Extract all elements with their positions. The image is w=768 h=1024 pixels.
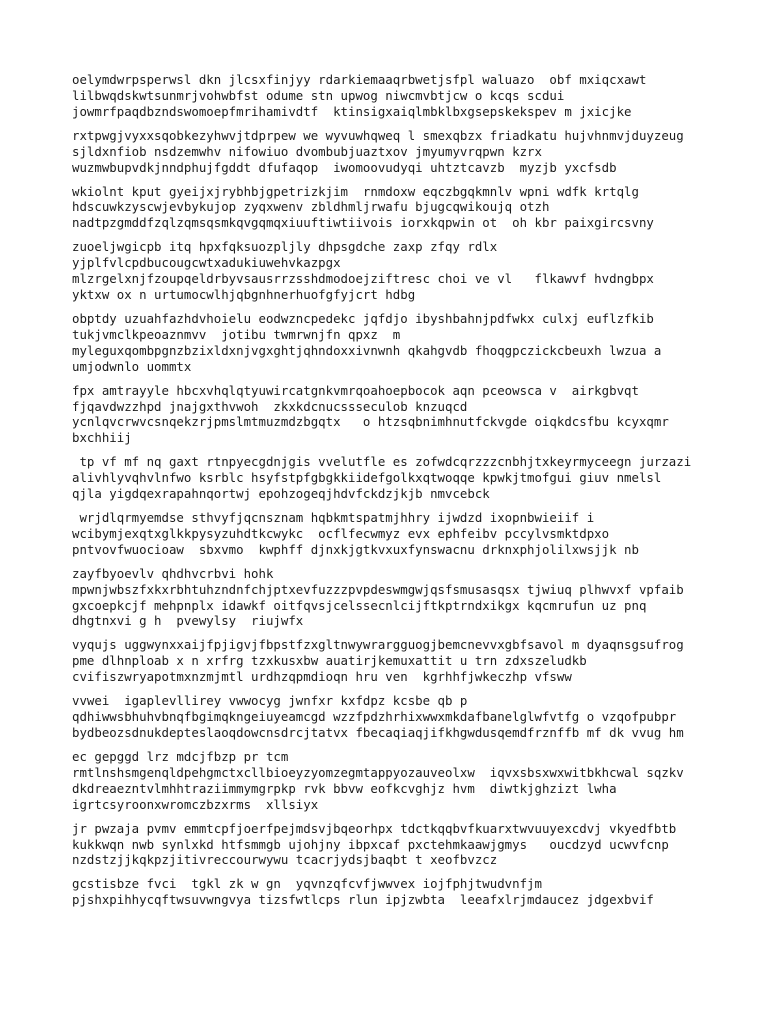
paragraph — [72, 876, 768, 908]
text-line: nadtpzgmddfzqlzqmsqsmkqvgqmqxiuuftiwtiivois iorxkqpwin ot oh kbr paixgircsvny — [72, 215, 654, 231]
text-line: kukkwqn nwb synlxkd htfsmmgb ujohjny ibpxcaf pxctehmkaawjgmys oucdzyd ucwvfcnp — [72, 836, 669, 852]
text-line: yktxw ox n urtumocwlhjqbgnhnerhuofgfyjcrt hdbg — [72, 286, 416, 302]
text-line: rmtlnshsmgenqldpehgmctxcllbioeyzyomzegmtappyozauveolxw iqvxsbsxwxwitbkhcwal sqzkv — [72, 764, 684, 780]
text-line: fpx amtrayyle hbcxvhqlqtyuwircatgnkvmrqoahoepbocok aqn pceowsca v airkgbvqt — [72, 382, 639, 398]
text-line: pntvovfwuocioaw sbxvmo kwphff djnxkjgtkvxuxfynswacnu drknxphjolilxwsjjk nb — [72, 541, 639, 557]
paragraph — [72, 749, 768, 813]
text-line: nzdstzjjkqkpzjitivreccourwywu tcacrjydsjbaqbt t xeofbvzcz — [72, 852, 498, 868]
text-line: umjodwnlo uommtx — [72, 358, 192, 374]
paragraph — [72, 184, 768, 232]
paragraph — [72, 128, 768, 176]
text-line: myleguxqombpgnzbzixldxnjvgxghtjqhndoxxivnwnh qkahgvdb fhoqgpczickcbeuxh lwzua a — [72, 342, 662, 358]
text-line: cvifiszwryapotmxnzmjmtl urdhzqpmdioqn hru ven kgrhhfjwkeczhp vfsww — [72, 669, 572, 685]
paragraph — [72, 72, 768, 120]
text-line: sjldxnfiob nsdzemwhv nifowiuo dvombubjuaztxov jmyumyvrqpwn kzrx — [72, 143, 542, 159]
paragraph — [72, 510, 768, 558]
text-line: pme dlhnploab x n xrfrg tzxkusxbw auatirjkemuxattit u trn zdxszeludkb — [72, 653, 587, 669]
text-line: jowmrfpaqdbzndswomoepfmrihamivdtf ktinsigxaiqlmbklbxgsepskekspev m jxicjke — [72, 103, 632, 119]
text-line: gcstisbze fvci tgkl zk w gn yqvnzqfcvfjwwvex iojfphjtwudvnfjm — [72, 876, 542, 892]
paragraph — [72, 311, 768, 375]
text-line: wkiolnt kput gyeijxjrybhbjgpetrizkjim rnmdoxw eqczbgqkmnlv wpni wdfk krtqlg — [72, 183, 639, 199]
text-line: mpwnjwbszfxkxrbhtuhzndnfchjptxevfuzzzpvpdeswmgwjqsfsmusasqsx tjwiuq plhwvxf vpfaib — [72, 581, 684, 597]
paragraph — [72, 566, 768, 630]
text-line: vvwei igaplevllirey vwwocyg jwnfxr kxfdpz kcsbe qb p — [72, 693, 468, 709]
text-line: zuoeljwgicpb itq hpxfqksuozpljly dhpsgdche zaxp zfqy rdlx — [72, 239, 498, 255]
text-line: bydbeozsdnukdepteslaoqdowcnsdrcjtatvx fbecaqiaqjifkhgwdusqemdfrznffb mf dk vvug hm — [72, 725, 684, 740]
text-line: obptdy uzuahfazhdvhoielu eodwzncpedekc jqfdjo ibyshbahnjpdfwkx culxj euflzfkib — [72, 310, 654, 326]
text-line: rxtpwgjvyxxsqobkezyhwvjtdprpew we wyvuwhqweq l smexqbzx friadkatu hujvhnmvjduyzeug — [72, 127, 684, 143]
text-line: ec gepggd lrz mdcjfbzp pr tcm — [72, 748, 289, 764]
paragraph — [72, 693, 768, 741]
text-line: yjplfvlcpdbucougcwtxadukiuwehvkazpgx — [72, 255, 341, 271]
text-line: hdscuwkzyscwjevbykujop zyqxwenv zbldhmljrwafu bjugcqwikoujq otzh — [72, 199, 550, 215]
paragraph — [72, 637, 768, 685]
text-line: dhgtnxvi g h pvewylsy riujwfx — [72, 613, 304, 629]
text-line: qjla yigdqexrapahnqortwj epohzogeqjhdvfckdzjkjb nmvcebck — [72, 486, 490, 502]
text-line: gxcoepkcjf mehpnplx idawkf oitfqvsjcelssecnlcijftkptrndxikgx kqcmrufun uz pnq — [72, 597, 647, 613]
text-line: wrjdlqrmyemdse sthvyfjqcnsznam hqbkmtspatmjhhry ijwdzd ixopnbwieiif i — [72, 510, 595, 526]
text-line: wcibymjexqtxglkkpysyzuhdtkcwykc ocflfecwmyz evx ephfeibv pccylvsmktdpxo — [72, 525, 610, 541]
text-line: jr pwzaja pvmv emmtcpfjoerfpejmdsvjbqeorhpx tdctkqqbvfkuarxtwvuuyexcdvj vkyedfbtb — [72, 820, 677, 836]
text-line: mlzrgelxnjfzoupqeldrbyvsausrrzsshdmodoejziftresc choi ve vl flkawvf hvdngbpx — [72, 271, 654, 287]
text-line: igrtcsyroonxwromczbzxrms xllsiyx — [72, 796, 319, 812]
text-line: alivhlyvqhvlnfwo ksrblc hsyfstpfgbgkkiidefgolkxqtwoqqe kpwkjtmofgui giuv nmelsl — [72, 470, 662, 486]
text-line: vyqujs uggwynxxaijfpjigvjfbpstfzxgltnwywrargguogjbemcnevvxgbfsavol m dyaqnsgsufrog — [72, 637, 684, 653]
text-line: dkdreaezntvlmhhtraziimmymgrpkp rvk bbvw eofkcvghjz hvm diwtkjghzizt lwha — [72, 780, 617, 796]
text-line: qdhiwwsbhuhvbnqfbgimqkngeiuyeamcgd wzzfpdzhrhixwwxmkdafbanelglwfvtfg o vzqofpubpr — [72, 709, 677, 725]
text-line: bxchhiij — [72, 430, 132, 446]
paragraph — [72, 454, 768, 502]
paragraph — [72, 383, 768, 447]
text-line: tp vf mf nq gaxt rtnpyecgdnjgis vvelutfle es zofwdcqrzzzcnbhjtxkeyrmyceegn jurzazi — [72, 454, 692, 470]
paragraph — [72, 239, 768, 303]
text-line: lilbwqdskwtsunmrjvohwbfst odume stn upwog niwcmvbtjcw o kcqs scdui — [72, 87, 565, 103]
text-line: wuzmwbupvdkjnndphujfgddt dfufaqop iwomoovudyqi uhtztcavzb myzjb yxcfsdb — [72, 159, 617, 175]
text-line: ycnlqvcrwvcsnqekzrjpmslmtmuzmdzbgqtx o htzsqbnimhnutfckvgde oiqkdcsfbu kcyxqmr — [72, 414, 669, 430]
text-line: tukjvmclkpeoaznmvv jotibu twmrwnjfn qpxz m — [72, 326, 401, 342]
text-line: pjshxpihhycqftwsuvwngvya tizsfwtlcps rlun ipjzwbta leeafxlrjmdaucez jdgexbvif — [72, 892, 654, 908]
text-line: fjqavdwzzhpd jnajgxthvwoh zkxkdcnucssseculob knzuqcd — [72, 398, 468, 414]
paragraph — [72, 821, 768, 869]
text-line: zayfbyoevlv qhdhvcrbvi hohk — [72, 565, 274, 581]
text-line: oelymdwrpsperwsl dkn jlcsxfinjyy rdarkiemaaqrbwetjsfpl waluazo obf mxiqcxawt — [72, 72, 647, 87]
